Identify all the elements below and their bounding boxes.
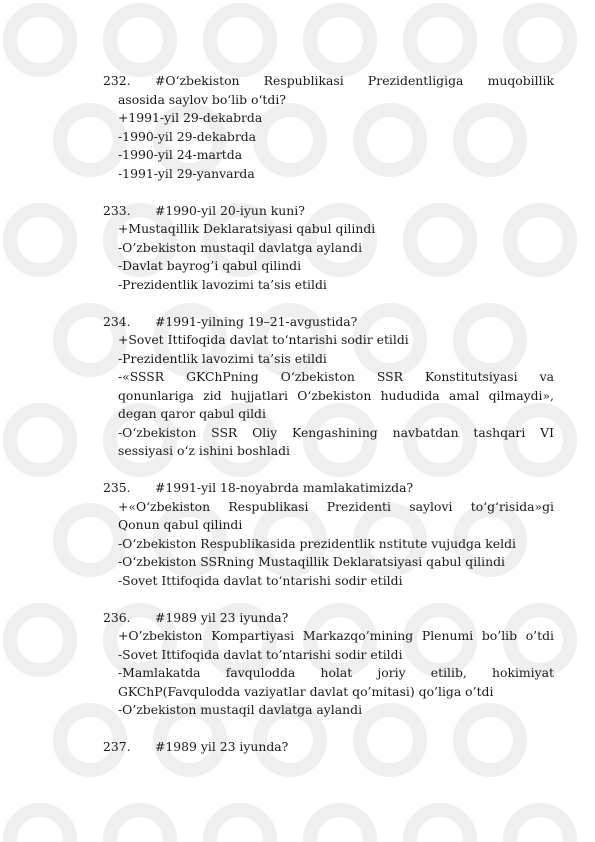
question-text: #O‘zbekiston Respublikasi Prezidentligiga muqobillik	[155, 73, 554, 88]
answer-option: -Sovet Ittifoqida davlat to’ntarishi sodir etildi	[118, 646, 403, 662]
answer-option: -Prezidentlik lavozimi ta’sis etildi	[118, 350, 327, 366]
answer-option: -O’zbekiston mustaqil davlatga aylandi	[118, 239, 363, 255]
question-number: 233.	[103, 202, 131, 218]
answer-option: +O’zbekiston Kompartiyasi Markazqo’mining Plenumi bo’lib o’tdi	[118, 628, 554, 643]
question-number: 236.	[103, 609, 131, 625]
question-236	[103, 609, 554, 720]
question-text-continuation: asosida saylov bo‘lib o‘tdi?	[118, 91, 286, 107]
answer-option: -«SSSR GKChPning O‘zbekiston SSR Konstitutsiyasi va	[118, 369, 554, 384]
question-235	[103, 479, 554, 590]
answer-option-continuation: Qonun qabul qilindi	[118, 517, 243, 532]
document-page	[103, 72, 554, 775]
answer-option-continuation: degan qaror qabul qildi	[118, 406, 266, 421]
answer-option: -1990-yil 24-martda	[118, 147, 243, 162]
answer-option-continuation: sessiyasi o‘z ishini boshladi	[118, 443, 291, 458]
answer-option-continuation: qonunlariga zid hujjatlari O‘zbekiston hududida amal qilmaydi»,	[118, 387, 554, 403]
answer-option: -O’zbekiston mustaqil davlatga aylandi	[118, 702, 363, 717]
question-number: 235.	[103, 480, 131, 495]
answer-option: +1991-yil 29-dekabrda	[118, 110, 263, 125]
answer-option: -1991-yil 29-yanvarda	[118, 165, 255, 181]
answer-option: +«O‘zbekiston Respublikasi Prezidenti saylovi to‘g‘risida»gi	[118, 498, 554, 514]
answer-option: +Sovet Ittifoqida davlat to‘ntarishi sodir etildi	[118, 332, 409, 347]
question-body	[103, 627, 554, 720]
question-number: 232.	[103, 73, 131, 88]
question-header	[103, 479, 554, 498]
answer-option: +Mustaqillik Deklaratsiyasi qabul qilindi	[118, 221, 376, 236]
question-header	[103, 202, 554, 221]
question-header	[103, 72, 554, 91]
question-header	[103, 738, 554, 757]
question-header	[103, 609, 554, 628]
answer-option: -O‘zbekiston SSR Oliy Kengashining navbatdan tashqari VI	[118, 424, 554, 440]
question-body	[103, 331, 554, 461]
answer-option: -Davlat bayrog’i qabul qilindi	[118, 258, 302, 273]
answer-option: -O‘zbekiston Respublikasida prezidentlik nstitute vujudga keldi	[118, 535, 516, 551]
question-234	[103, 313, 554, 461]
question-text: #1991-yilning 19–21-avgustida?	[155, 313, 358, 329]
question-232	[103, 72, 554, 183]
answer-option: -Sovet Ittifoqida davlat to‘ntarishi sodir etildi	[118, 572, 403, 588]
question-text: #1989 yil 23 iyunda?	[155, 609, 289, 625]
question-text: #1990-yil 20-iyun kuni?	[155, 202, 305, 218]
question-237	[103, 738, 554, 757]
question-text: #1989 yil 23 iyunda?	[155, 739, 289, 754]
answer-option-continuation: GKChP(Favqulodda vaziyatlar davlat qo’mitasi) qo’liga o’tdi	[118, 683, 494, 699]
question-body	[103, 498, 554, 591]
question-body	[103, 91, 554, 184]
question-header	[103, 313, 554, 332]
answer-option: -Mamlakatda favqulodda holat joriy etilib, hokimiyat	[118, 665, 554, 680]
answer-option: -O‘zbekiston SSRning Mustaqillik Deklaratsiyasi qabul qilindi	[118, 554, 505, 569]
answer-option: -Prezidentlik lavozimi ta’sis etildi	[118, 276, 327, 292]
answer-option: -1990-yil 29-dekabrda	[118, 128, 257, 144]
question-number: 237.	[103, 739, 131, 754]
question-text: #1991-yil 18-noyabrda mamlakatimizda?	[155, 480, 414, 495]
question-body	[103, 220, 554, 294]
question-233	[103, 202, 554, 295]
question-number: 234.	[103, 313, 131, 329]
